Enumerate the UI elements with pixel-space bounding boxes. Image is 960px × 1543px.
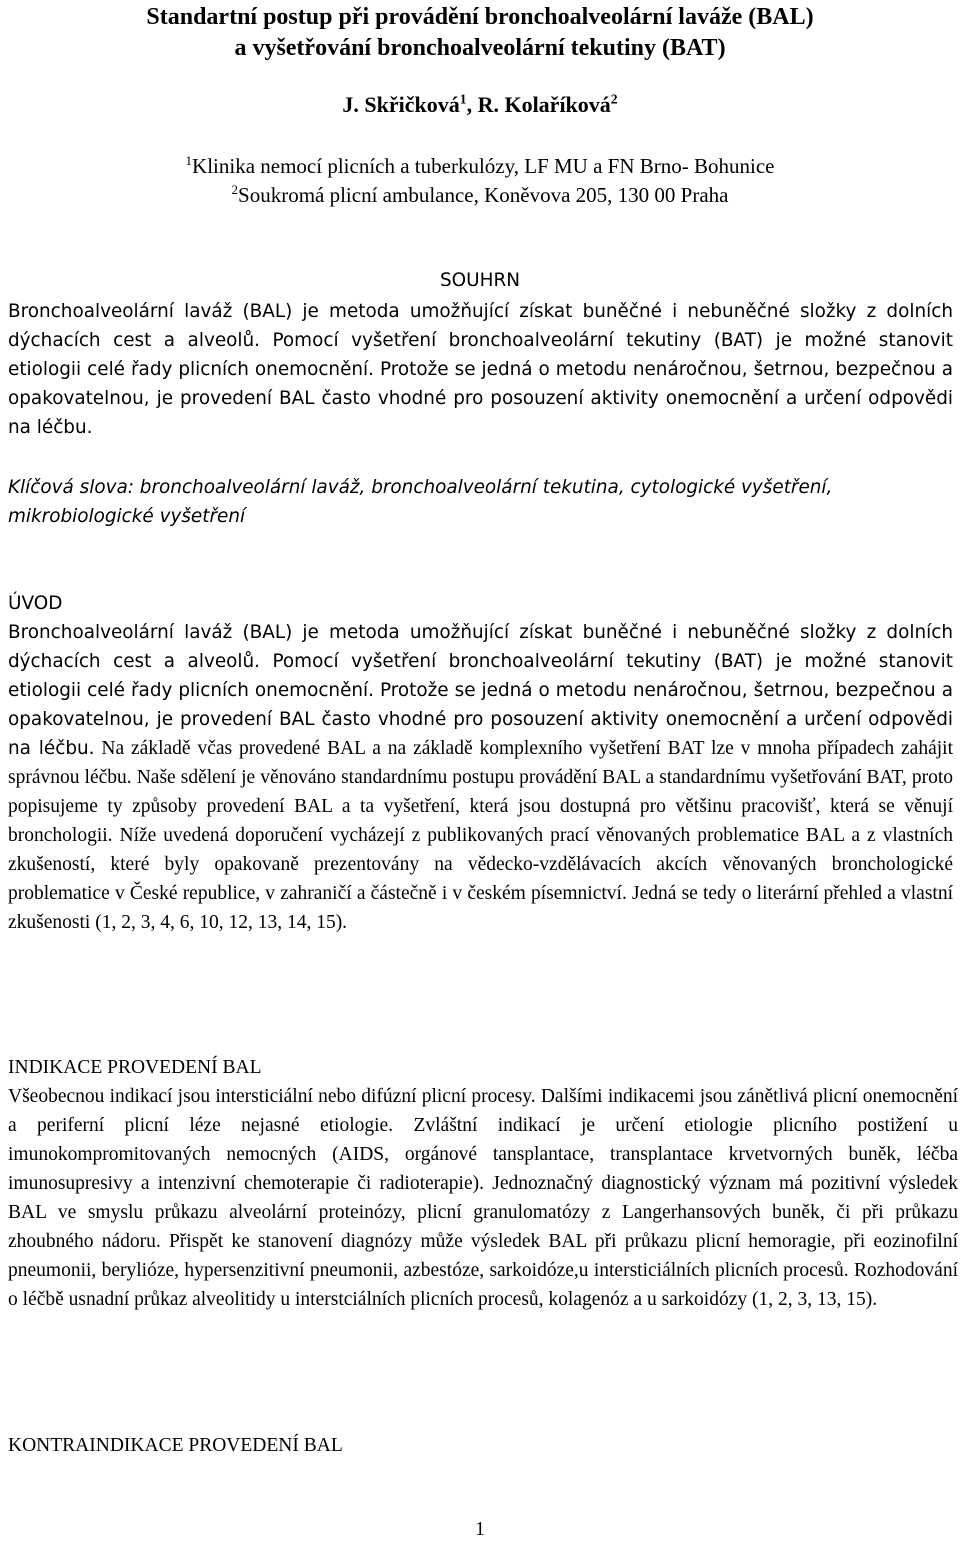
author-separator: , <box>466 92 478 117</box>
uvod-text-serif: Na základě včas provedené BAL a na základě komplexního vyšetření BAT lze v mnoha případech zahájit správnou léčbu. Naše sdělení je věnováno standardnímu postupu provádění BAL a standardnímu vyšetřování BAT, proto popisujeme ty způsoby provedení BAL a ta vyšetření, která jsou dostupná pro většinu pracovišť, která se věnují bronchologii. Níže uvedená doporučení vycházejí z publikovaných prací věnovaných problematice BAL a z vlastních zkušeností, které byly opakovaně prezentovány na vědecko-vzdělávacích akcích věnovaných bronchologické problematice v České republice, v zahraničí a částečně i v českém písemnictví. Jedná se tedy o literární přehled a vlastní zkušenosti (1, 2, 3, 4, 6, 10, 12, 13, 14, 15). <box>8 738 953 933</box>
author-2: R. Kolaříková <box>477 92 611 117</box>
title-line-2: a vyšetřování bronchoalveolární tekutiny (BAT) <box>234 35 726 61</box>
kontraindikace-heading: KONTRAINDIKACE PROVEDENÍ BAL <box>8 1435 343 1456</box>
indikace-heading: INDIKACE PROVEDENÍ BAL <box>8 1057 262 1078</box>
affiliation-1-text: Klinika nemocí plicních a tuberkulózy, LF MU a FN Brno- Bohunice <box>192 154 775 178</box>
page-number: 1 <box>475 1519 485 1540</box>
affiliation-2-superscript: 2 <box>231 182 239 197</box>
title-line-1: Standartní postup při provádění bronchoalveolární laváže (BAL) <box>146 4 814 30</box>
document-title <box>0 2 960 64</box>
authors-line <box>0 91 960 119</box>
uvod-text-sans: Bronchoalveolární laváž (BAL) je metoda umožňující získat buněčné i nebuněčné složky z dolních dýchacích cest a alveolů. Pomocí vyšetření bronchoalveolární tekutiny (BAT) je možné stanovit etiologii celé řady plicních onemocnění. Protože se jedná o metodu nenáročnou, šetrnou, bezpečnou a opakovatelnou, je provedení BAL často vhodné pro posouzení aktivity onemocnění a určení odpovědi na léčbu. <box>8 622 953 759</box>
indikace-text: Všeobecnou indikací jsou intersticiální nebo difúzní plicní procesy. Dalšími indikacemi jsou zánětlivá plicní onemocnění a periferní plicní léze nejasné etiologie. Zvláštní indikací je určení etiologie plicního postižení u imunokompromitovaných nemocných (AIDS, orgánové tansplantace, transplantace krvetvorných buněk, léčba imunosupresivy a intenzivní chemoterapie či radioterapie). Jednoznačný diagnostický význam má pozitivní výsledek BAL ve smyslu průkazu alveolární proteinózy, plicní granulomatózy z Langerhansových buněk, či při průkazu zhoubného nádoru. Přispět ke stanovení diagnózy může výsledek BAL při průkazu plicní hemoragie, při eozinofilní pneumonii, berylióze, hypersenzitivní pneumonii, azbestóze, sarkoidóze,u intersticiálních plicních procesů. Rozhodování o léčbě usnadní průkaz alveolitidy u interstciálních plicních procesů, kolagenóz a u sarkoidózy (1, 2, 3, 13, 15). <box>8 1086 958 1310</box>
author-1-superscript: 1 <box>459 91 467 107</box>
souhrn-heading: SOUHRN <box>440 270 520 291</box>
affiliation-1 <box>0 152 960 181</box>
affiliation-2-text: Soukromá plicní ambulance, Koněvova 205, 130 00 Praha <box>238 183 729 207</box>
uvod-paragraph <box>8 618 953 937</box>
author-1: J. Skřičková <box>342 92 460 117</box>
affiliation-1-superscript: 1 <box>185 153 193 168</box>
souhrn-text: Bronchoalveolární laváž (BAL) je metoda umožňující získat buněčné i nebuněčné složky z dolních dýchacích cest a alveolů. Pomocí vyšetření bronchoalveolární tekutiny (BAT) je možné stanovit etiologii celé řady plicních onemocnění. Protože se jedná o metodu nenáročnou, šetrnou, bezpečnou a opakovatelnou, je provedení BAL často vhodné pro posouzení aktivity onemocnění a určení odpovědi na léčbu. <box>8 301 953 438</box>
uvod-heading: ÚVOD <box>8 593 63 614</box>
keywords: Klíčová slova: bronchoalveolární laváž, bronchoalveolární tekutina, cytologické vyšetření, mikrobiologické vyšetření <box>8 477 833 527</box>
author-2-superscript: 2 <box>610 91 618 107</box>
affiliations <box>0 152 960 210</box>
affiliation-2 <box>0 181 960 210</box>
